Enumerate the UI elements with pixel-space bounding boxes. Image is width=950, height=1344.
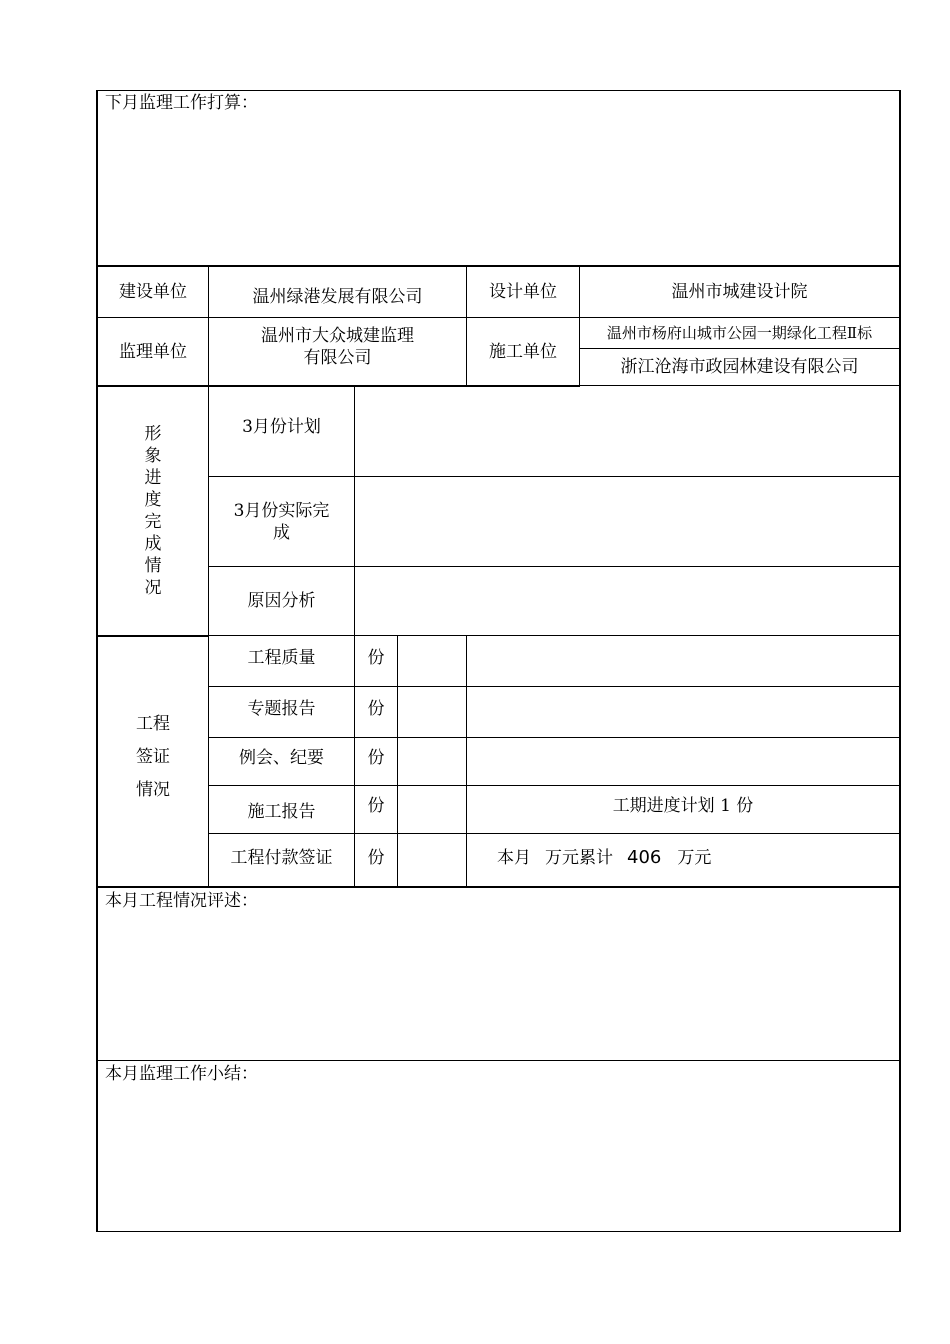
month-actual-label-line2: 成 xyxy=(273,522,290,543)
project-name: 温州市杨府山城市公园一期绿化工程Ⅱ标 xyxy=(606,324,873,342)
payment-mid: 万元累计 xyxy=(545,848,613,868)
progress-char: 形 xyxy=(144,424,162,444)
supervision-unit-value-line1: 温州市大众城建监理 xyxy=(261,326,414,346)
progress-char: 度 xyxy=(144,490,162,510)
progress-section-label xyxy=(98,387,208,635)
visa-char: 情况 xyxy=(136,779,170,800)
supervision-report-form xyxy=(96,90,901,1232)
contractor-unit-value: 浙江沧海市政园林建设有限公司 xyxy=(620,357,859,377)
construction-unit-value: 温州绿港发展有限公司 xyxy=(252,287,423,307)
reason-analysis-label: 原因分析 xyxy=(247,591,316,611)
next-month-plan-label: 下月监理工作打算： xyxy=(105,93,258,113)
supervision-unit-value xyxy=(209,318,466,376)
month-actual-value[interactable] xyxy=(355,477,899,566)
visa-section-label xyxy=(98,707,208,807)
design-unit-label: 设计单位 xyxy=(489,282,557,302)
month-plan-label: 3月份计划 xyxy=(242,417,321,437)
visa-row-count[interactable] xyxy=(398,636,466,686)
contractor-unit-label: 施工单位 xyxy=(489,341,557,362)
visa-row-count[interactable] xyxy=(398,834,466,886)
month-actual-label xyxy=(209,477,354,566)
visa-row-count[interactable] xyxy=(398,786,466,833)
visa-row-unit: 份 xyxy=(367,748,385,768)
progress-char: 象 xyxy=(144,446,162,466)
visa-row-remark[interactable] xyxy=(467,687,899,737)
reason-analysis-value[interactable] xyxy=(355,567,899,635)
month-review-label: 本月工程情况评述： xyxy=(105,891,258,911)
progress-char: 况 xyxy=(144,578,162,598)
progress-char: 情 xyxy=(144,556,162,576)
supervision-unit-value-line2: 有限公司 xyxy=(303,348,372,368)
progress-char: 成 xyxy=(144,534,162,554)
visa-row-unit: 份 xyxy=(367,796,385,816)
month-plan-value[interactable] xyxy=(355,387,899,476)
month-actual-label-line1: 3月份实际完 xyxy=(233,500,330,521)
payment-cumulative: 406 xyxy=(627,847,662,868)
visa-row-label: 施工报告 xyxy=(247,802,316,822)
progress-char: 完 xyxy=(144,512,162,532)
visa-row-label: 工程质量 xyxy=(247,648,316,668)
visa-row-count[interactable] xyxy=(398,687,466,737)
visa-row-unit: 份 xyxy=(367,648,385,668)
visa-row-label: 工程付款签证 xyxy=(230,848,333,868)
visa-row-label: 专题报告 xyxy=(247,699,316,719)
visa-row-label: 例会、纪要 xyxy=(239,748,324,768)
visa-char: 工程 xyxy=(136,713,170,734)
construction-unit-label: 建设单位 xyxy=(119,282,187,302)
progress-char: 进 xyxy=(144,468,162,488)
visa-row-remark[interactable] xyxy=(467,636,899,686)
visa-row-unit: 份 xyxy=(367,699,385,719)
visa-char: 签证 xyxy=(136,746,170,767)
visa-row-remark[interactable] xyxy=(467,738,899,785)
design-unit-value: 温州市城建设计院 xyxy=(671,282,808,302)
month-summary-label: 本月监理工作小结： xyxy=(105,1064,258,1084)
payment-summary xyxy=(467,834,899,882)
visa-row-remark[interactable]: 工期进度计划 1 份 xyxy=(612,796,754,816)
visa-row-count[interactable] xyxy=(398,738,466,785)
payment-prefix: 本月 xyxy=(497,848,531,868)
visa-row-unit: 份 xyxy=(367,848,385,868)
supervision-unit-label: 监理单位 xyxy=(119,341,187,362)
payment-suffix: 万元 xyxy=(677,848,712,868)
